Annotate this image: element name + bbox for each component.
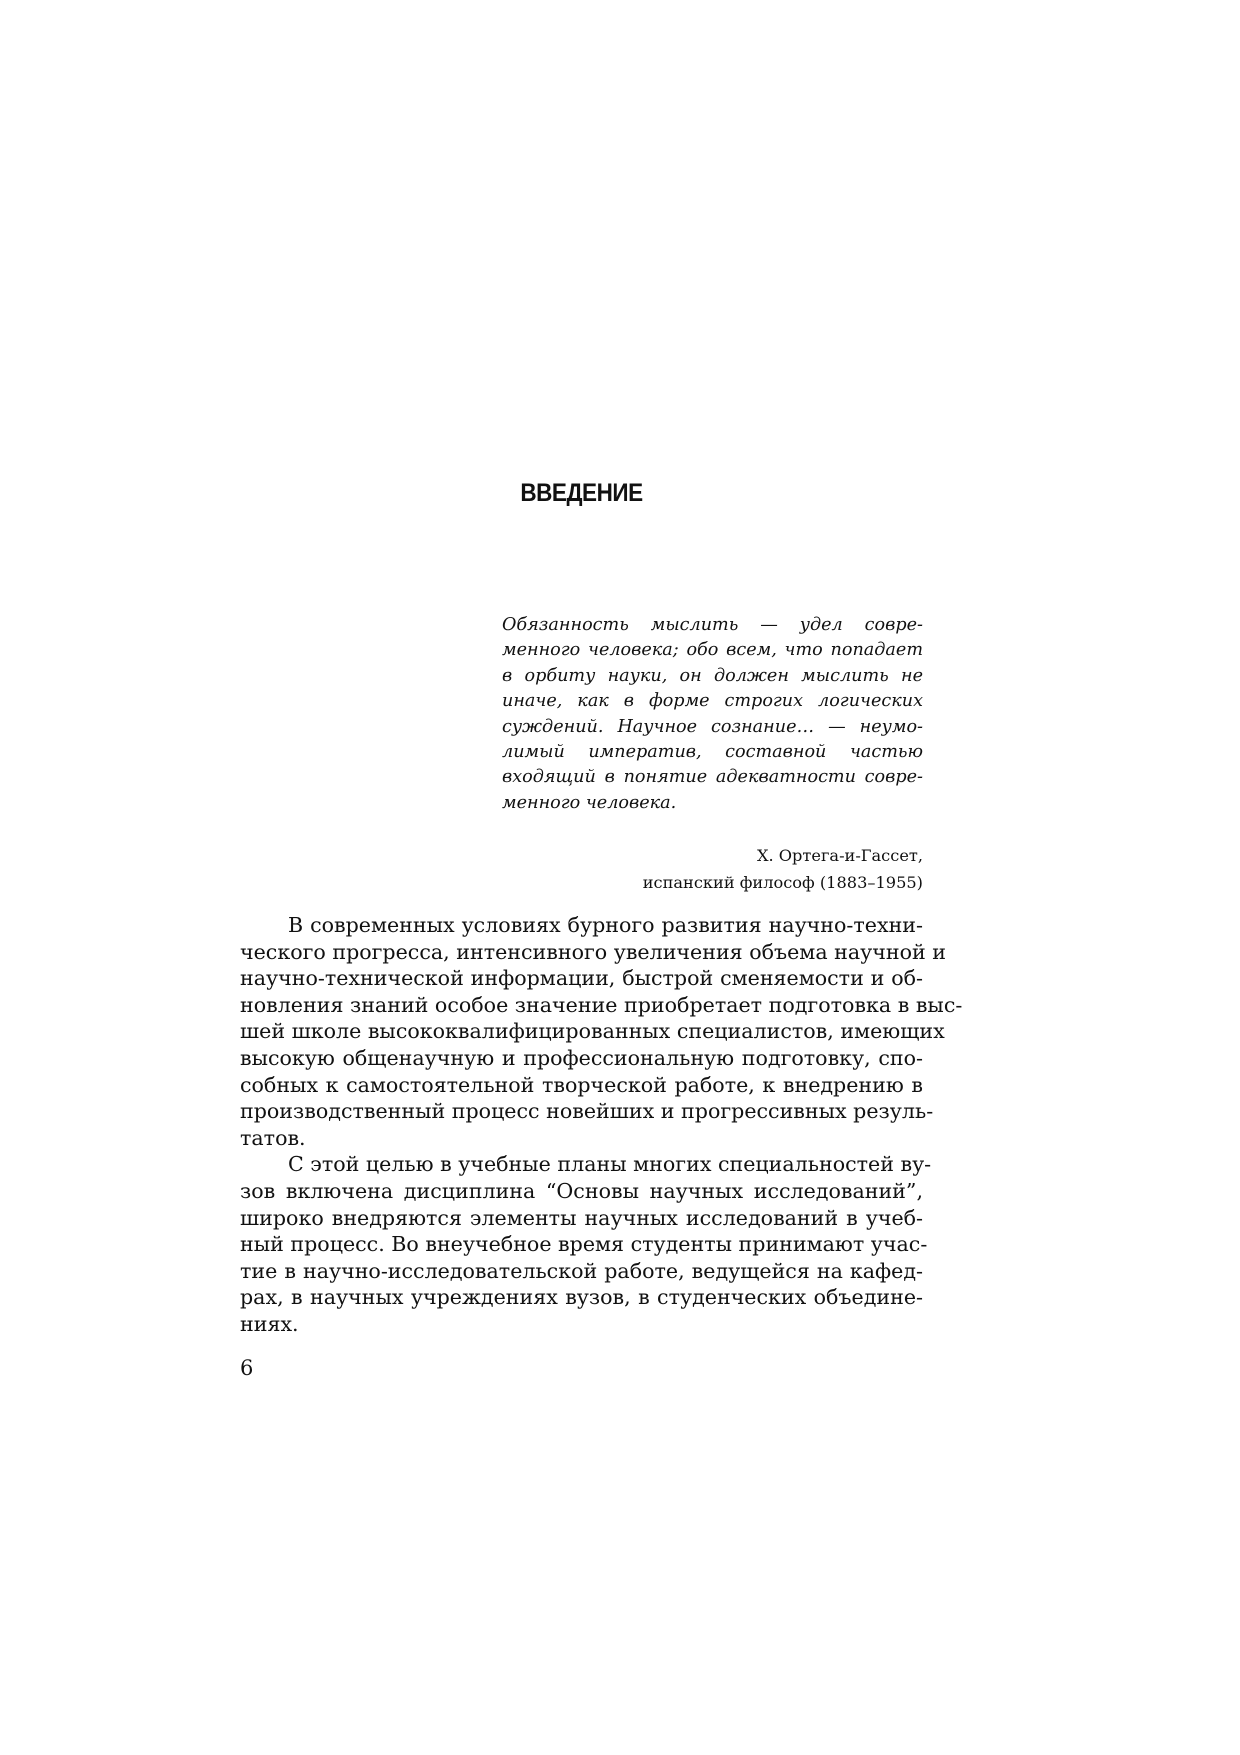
epigraph	[502, 613, 923, 816]
epigraph-line: входящий в понятие адекватности совре-	[502, 767, 923, 788]
body-line: ческого прогресса, интенсивного увеличения объема научной и	[240, 939, 946, 964]
body-line: производственный процесс новейших и прогрессивных резуль-	[240, 1099, 934, 1124]
body-line: ниях.	[240, 1311, 299, 1336]
body-line: татов.	[240, 1125, 306, 1150]
epigraph-line: иначе, как в форме строгих логических	[502, 691, 923, 712]
body-line: научно-технической информации, быстрой сменяемости и об-	[240, 966, 923, 991]
paragraph-1	[240, 912, 963, 1151]
body-line: ный процесс. Во внеучебное время студенты принимают учас-	[240, 1232, 928, 1257]
epigraph-line: в орбиту науки, он должен мыслить не	[502, 665, 923, 686]
epigraph-line: суждений. Научное сознание… — неумо-	[502, 716, 923, 737]
body-line: В современных условиях бурного развития научно-техни-	[288, 913, 923, 937]
chapter-title: ВВЕДЕНИЕ	[520, 479, 643, 507]
body-line: шей школе высококвалифицированных специалистов, имеющих	[240, 1019, 945, 1044]
body-line: тие в научно-исследовательской работе, ведущейся на кафед-	[240, 1258, 923, 1283]
body-line: рах, в научных учреждениях вузов, в студенческих объедине-	[240, 1285, 923, 1310]
epigraph-line: лимый императив, составной частью	[502, 741, 923, 762]
epigraph-line: менного человека; обо всем, что попадает	[502, 640, 923, 661]
page-number: 6	[240, 1356, 254, 1380]
body-line: высокую общенаучную и профессиональную подготовку, спо-	[240, 1045, 923, 1070]
body-line: С этой целью в учебные планы многих специальностей ву-	[288, 1152, 932, 1177]
body-text	[240, 912, 963, 1338]
body-line: собных к самостоятельной творческой работе, к внедрению в	[240, 1072, 923, 1097]
body-line: широко внедряются элементы научных исследований в учеб-	[240, 1205, 923, 1230]
body-line: зов включена дисциплина “Основы научных исследований”,	[240, 1178, 923, 1203]
body-line: новления знаний особое значение приобретает подготовка в выс-	[240, 992, 963, 1017]
epigraph-author-description: испанский философ (1883–1955)	[642, 873, 923, 892]
epigraph-line: Обязанность мыслить — удел совре-	[502, 615, 923, 635]
epigraph-line: менного человека.	[502, 792, 677, 813]
paragraph-2	[240, 1151, 932, 1337]
epigraph-attribution	[502, 842, 923, 896]
epigraph-author: Х. Ортега-и-Гассет,	[756, 846, 923, 865]
